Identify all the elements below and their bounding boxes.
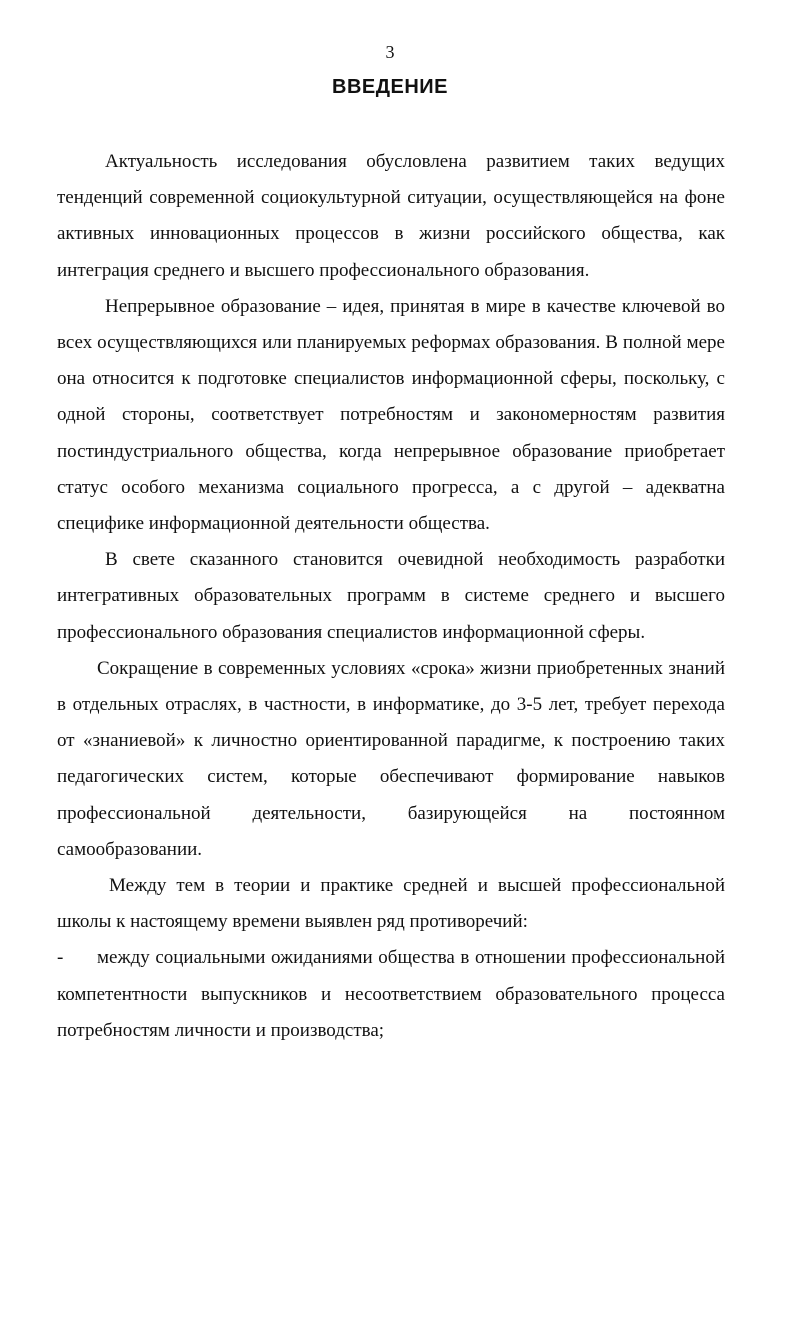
page-number: 3 [385,42,395,62]
section-heading: ВВЕДЕНИЕ [332,76,448,98]
list-item-text: между социальными ожиданиями общества в отношении профессиональной компетентности выпускников и несоответствием образовательного процесса потребностям личности и производства; [57,947,725,1041]
list-dash-marker: - [57,947,64,969]
paragraph-contradictions: Между тем в теории и практике средней и высшей профессиональной школы к настоящему времени выявлен ряд противоречий: [57,875,725,933]
body-text [57,144,725,1049]
list-item [57,940,725,1049]
paragraph-relevance: Актуальность исследования обусловлена развитием таких ведущих тенденций современной социокультурной ситуации, осуществляющейся на фоне активных инновационных процессов в жизни российского общества, как интеграция среднего и высшего профессионального образования. [57,151,725,281]
paragraph-knowledge-lifetime: Сокращение в современных условиях «срока» жизни приобретенных знаний в отдельных отраслях, в частности, в информатике, до 3-5 лет, требует перехода от «знаниевой» к личностно ориентированной парадигме, к построению таких педагогических систем, которые обеспечивают формирование навыков профессиональной деятельности, базирующейся на постоянном самообразовании. [57,657,725,860]
paragraph-continuous-education: Непрерывное образование – идея, принятая в мире в качестве ключевой во всех осуществляющихся или планируемых реформах образования. В полной мере она относится к подготовке специалистов информационной сферы, поскольку, с одной стороны, соответствует потребностям и закономерностям развития постиндустриального общества, когда непрерывное образование приобретает статус особого механизма социального прогресса, а с другой – адекватна специфике информационной деятельности общества. [57,295,725,535]
paragraph-integrative-programs: В свете сказанного становится очевидной необходимость разработки интегративных образовательных программ в системе среднего и высшего профессионального образования специалистов информационной сферы. [57,549,725,643]
